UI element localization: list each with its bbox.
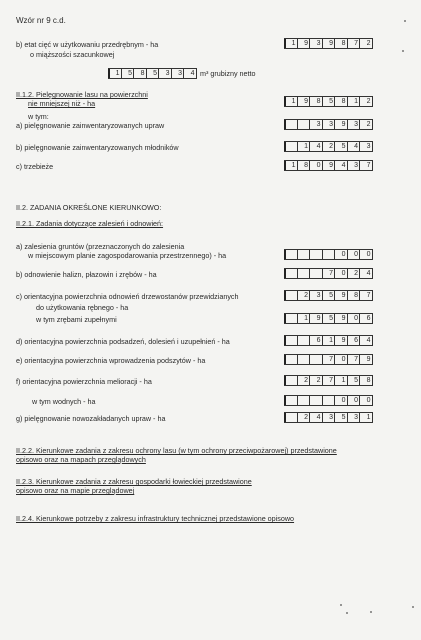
section-2-2-heading: II.2. ZADANIA OKREŚLONE KIERUNKOWO: (16, 203, 162, 212)
digit-cell: 8 (334, 97, 347, 106)
digit-cell: 3 (347, 413, 360, 422)
digit-cell (297, 355, 310, 364)
digit-cell: 2 (297, 291, 310, 300)
digit-cell: 0 (359, 250, 372, 259)
digit-cell: 4 (347, 142, 360, 151)
digit-cell: 4 (334, 161, 347, 170)
digit-cell: 5 (121, 69, 134, 78)
digit-cell: 9 (359, 355, 372, 364)
digit-cell: 2 (297, 413, 310, 422)
digit-boxes-melioracje (284, 375, 373, 386)
digit-cell: 8 (309, 97, 322, 106)
section-2-2-2-line1: II.2.2. Kierunkowe zadania z zakresu ochrony lasu (w tym ochrony przeciwpożarowej) przedstawione (16, 446, 337, 455)
row-zalesienia-line2: w miejscowym planie zagospodarowania przestrzennego) - ha (28, 251, 227, 260)
digit-cell: 0 (334, 396, 347, 405)
digit-cell: 9 (309, 314, 322, 323)
digit-cell (284, 355, 297, 364)
digit-cell: 4 (309, 413, 322, 422)
scan-speck (412, 606, 414, 608)
digit-cell: 0 (347, 250, 360, 259)
row-uprawy-line2: a) pielęgnowanie zainwentaryzowanych upraw (16, 121, 165, 130)
digit-cell: 2 (359, 120, 372, 129)
digit-cell: 7 (322, 269, 335, 278)
digit-boxes-mlodniki (284, 141, 373, 152)
row-podsadzenia: d) orientacyjna powierzchnia podsadzeń, dolesień i uzupełnień - ha (16, 337, 230, 346)
digit-cell: 1 (284, 161, 297, 170)
row-etat-line2: o miąższości szacunkowej (30, 50, 115, 59)
digit-cell (284, 142, 297, 151)
row-melioracje-wodne: w tym wodnych - ha (32, 397, 96, 406)
digit-cell: 0 (309, 161, 322, 170)
digit-cell: 3 (309, 39, 322, 48)
row-zalesienia-line1: a) zalesienia gruntów (przeznaczonych do zalesienia (16, 242, 185, 251)
digit-cell: 1 (347, 97, 360, 106)
digit-cell: 9 (334, 291, 347, 300)
digit-cell: 8 (297, 161, 310, 170)
digit-cell: 1 (108, 69, 121, 78)
digit-cell (284, 336, 297, 345)
digit-cell: 0 (359, 396, 372, 405)
digit-cell: 3 (309, 291, 322, 300)
digit-cell: 5 (347, 376, 360, 385)
row-odnowienia-rebne-line1: c) orientacyjna powierzchnia odnowień drzewostanów przewidzianych (16, 292, 239, 301)
digit-cell: 0 (347, 314, 360, 323)
digit-cell (297, 269, 310, 278)
digit-cell: 9 (322, 161, 335, 170)
scan-speck (340, 604, 342, 606)
section-2-1-2-line2: nie mniejszej niż - ha (28, 99, 96, 108)
digit-cell: 6 (359, 314, 372, 323)
digit-cell: 3 (347, 161, 360, 170)
digit-cell: 2 (359, 39, 372, 48)
section-2-2-3-line1: II.2.3. Kierunkowe zadania z zakresu gospodarki łowieckiej przedstawione (16, 477, 252, 486)
digit-cell: 0 (334, 269, 347, 278)
digit-cell: 8 (334, 39, 347, 48)
digit-boxes-zreby-zupelne (284, 313, 373, 324)
row-odnowienia-rebne-line2: do użytkowania rębnego - ha (36, 303, 129, 312)
digit-cell: 7 (359, 161, 372, 170)
digit-cell (284, 314, 297, 323)
digit-cell: 4 (359, 336, 372, 345)
digit-cell: 2 (309, 376, 322, 385)
digit-cell: 1 (322, 336, 335, 345)
digit-cell (284, 396, 297, 405)
digit-cell: 4 (183, 69, 196, 78)
digit-cell: 3 (171, 69, 184, 78)
section-2-2-3-line2: opisowo oraz na mapie przeglądowej (16, 486, 135, 495)
digit-boxes-melioracje-wodne (284, 395, 373, 406)
digit-cell: 4 (309, 142, 322, 151)
digit-cell: 5 (146, 69, 159, 78)
digit-cell: 1 (284, 97, 297, 106)
digit-boxes-trzebieze (284, 160, 373, 171)
digit-cell (297, 336, 310, 345)
digit-cell: 8 (133, 69, 146, 78)
digit-cell: 5 (322, 314, 335, 323)
digit-boxes-podsadzenia (284, 335, 373, 346)
digit-cell (309, 250, 322, 259)
digit-cell: 8 (347, 291, 360, 300)
scan-speck (370, 611, 372, 613)
digit-cell: 9 (334, 314, 347, 323)
row-uprawy-line1: w tym: (28, 112, 49, 121)
digit-boxes-podszyty (284, 354, 373, 365)
digit-cell: 9 (334, 336, 347, 345)
digit-cell: 7 (347, 355, 360, 364)
digit-cell: 3 (158, 69, 171, 78)
digit-cell (284, 120, 297, 129)
digit-boxes-nowe-uprawy (284, 412, 373, 423)
digit-cell (309, 269, 322, 278)
digit-cell (309, 355, 322, 364)
digit-cell: 7 (322, 355, 335, 364)
digit-cell: 7 (347, 39, 360, 48)
digit-cell: 3 (322, 120, 335, 129)
digit-cell: 7 (322, 376, 335, 385)
digit-cell: 1 (297, 142, 310, 151)
digit-cell: 3 (322, 413, 335, 422)
digit-cell (297, 250, 310, 259)
digit-cell: 1 (334, 376, 347, 385)
digit-cell: 2 (322, 142, 335, 151)
digit-cell: 6 (309, 336, 322, 345)
digit-cell (284, 376, 297, 385)
row-etat-line1: b) etat cięć w użytkowaniu przedrębnym - ha (16, 40, 159, 49)
row-podszyty: e) orientacyjna powierzchnia wprowadzenia podszytów - ha (16, 356, 206, 365)
digit-cell: 0 (334, 250, 347, 259)
digit-cell: 0 (347, 396, 360, 405)
scan-speck (346, 612, 348, 614)
digit-cell: 1 (297, 314, 310, 323)
section-2-2-4-line1: II.2.4. Kierunkowe potrzeby z zakresu infrastruktury technicznej przedstawione opisowo (16, 514, 295, 523)
row-mlodniki: b) pielęgnowanie zainwentaryzowanych młodników (16, 143, 179, 152)
section-2-1-2-line1: II.1.2. Pielęgnowanie lasu na powierzchni (16, 90, 148, 99)
digit-cell: 6 (347, 336, 360, 345)
digit-cell (284, 250, 297, 259)
row-trzebieze: c) trzebieże (16, 162, 54, 171)
digit-cell: 8 (359, 376, 372, 385)
digit-cell: 3 (347, 120, 360, 129)
digit-cell (322, 250, 335, 259)
digit-cell: 9 (297, 39, 310, 48)
row-odnowienie: b) odnowienie halizn, płazowin i zrębów - ha (16, 270, 157, 279)
form-header: Wzór nr 9 c.d. (16, 16, 66, 25)
row-melioracje: f) orientacyjna powierzchnia melioracji - ha (16, 377, 152, 386)
digit-cell: 1 (359, 413, 372, 422)
digit-boxes-etat (284, 38, 373, 49)
scan-speck (402, 50, 404, 52)
digit-cell: 5 (334, 142, 347, 151)
digit-cell: 5 (322, 291, 335, 300)
digit-boxes-odnowienie (284, 268, 373, 279)
digit-cell: 1 (284, 39, 297, 48)
digit-cell (309, 396, 322, 405)
digit-cell: 9 (297, 97, 310, 106)
digit-boxes-miazszosc (108, 68, 197, 79)
digit-cell (284, 291, 297, 300)
scan-speck (404, 20, 406, 22)
digit-boxes-odnowienia-rebne (284, 290, 373, 301)
section-2-2-2-line2: opisowo oraz na mapach przeglądowych (16, 455, 146, 464)
digit-cell: 2 (359, 97, 372, 106)
digit-cell (284, 269, 297, 278)
digit-cell: 5 (334, 413, 347, 422)
digit-cell: 9 (334, 120, 347, 129)
digit-cell: 3 (359, 142, 372, 151)
digit-cell: 4 (359, 269, 372, 278)
digit-cell (297, 396, 310, 405)
digit-cell (297, 120, 310, 129)
digit-boxes-zalesienia (284, 249, 373, 260)
row-nowe-uprawy: g) pielęgnowanie nowozakładanych upraw - ha (16, 414, 166, 423)
digit-boxes-pielegnowanie (284, 96, 373, 107)
section-2-2-1-heading: II.2.1. Zadania dotyczące zalesień i odnowień: (16, 219, 164, 228)
digit-cell: 3 (309, 120, 322, 129)
digit-cell: 2 (347, 269, 360, 278)
digit-cell: 5 (322, 97, 335, 106)
digit-boxes-uprawy (284, 119, 373, 130)
digit-cell (284, 413, 297, 422)
row-miazszosc-unit: m³ grubizny netto (200, 69, 256, 78)
digit-cell: 9 (322, 39, 335, 48)
digit-cell: 7 (359, 291, 372, 300)
row-odnowienia-rebne-line3: w tym zrębami zupełnymi (36, 315, 117, 324)
digit-cell: 0 (334, 355, 347, 364)
digit-cell (322, 396, 335, 405)
digit-cell: 2 (297, 376, 310, 385)
